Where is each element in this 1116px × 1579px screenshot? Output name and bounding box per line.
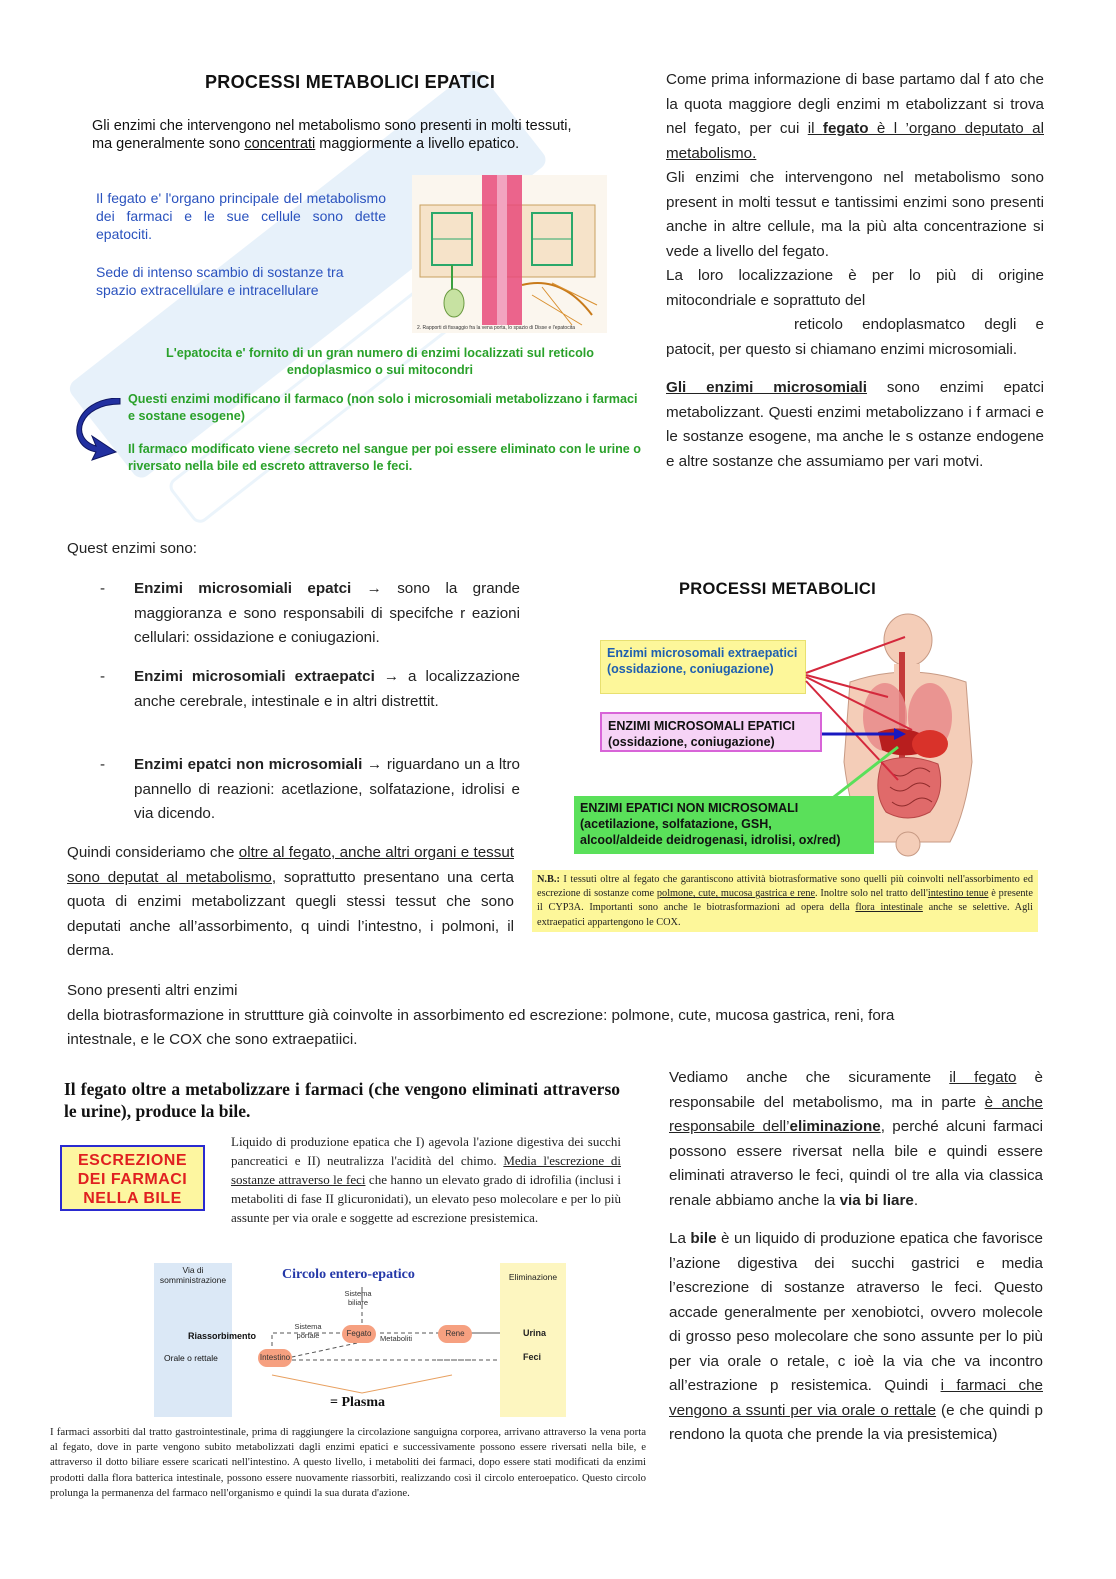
nb-note-box: N.B.: I tessuti oltre al fegato che garantiscono attività biotrasformative sono quelli più coinvolti nell'assorbimento ed escrezione di sostanze come polmone, cute, mucosa gastrica e rene. Inoltre solo nel tratto dell'intestino tenue è presente il CYP3A. Importanti sono anche le biotrasformazioni ad opera della flora intestinale anche se selettive. Agli extraepatici appartengono le COX.	[532, 870, 1038, 932]
plasma-label: = Plasma	[330, 1395, 386, 1410]
right-bottom-text	[669, 1066, 1043, 1448]
slide3-title: Il fegato oltre a metabolizzare i farmaci (che vengono eliminati attraverso le urine), produce la bile.	[64, 1079, 620, 1121]
sono-presenti-paragraph: Sono presenti altri enzimi della biotrasformazione in struttture già coinvolte in assorbimento ed escrezione: polmone, cute, mucosa gastrica, reni, fora intestnale, e le COX che sono extraepatiici.	[67, 982, 895, 1048]
liver-lobule-illustration	[412, 175, 607, 333]
sistema-biliare-label: Sistema biliare	[344, 1289, 372, 1307]
quindi-paragraph: Quindi consideriamo che oltre al fegato, anche altri organi e tessut sono deputat al metabolismo, soprattutto presentano una certa quota di enzimi metabolizzant quegli stessi tessut che sono deputati anche all’assorbimento, q uindi l’intestno, i polmoni, il derma.	[67, 844, 515, 959]
intestino-node: Intestino	[258, 1349, 292, 1367]
slide1-green-center: L'epatocita e' fornito di un gran numero di enzimi localizzati sul reticolo endoplasmico o sui mitocondri	[166, 346, 594, 377]
list-item: - Enzimi epatci non microsomiali → riguardano un a ltro pannello di reazioni: acetlazione, solfatazione, idrolisi e via dicendo.	[100, 756, 520, 822]
list-intro: Quest enzimi sono:	[67, 540, 197, 557]
curved-arrow-icon	[70, 398, 128, 462]
fegato-node: Fegato	[342, 1325, 376, 1343]
slide2-title: PROCESSI METABOLICI	[679, 580, 876, 598]
enterohepatic-explanation: I farmaci assorbiti dal tratto gastrointestinale, prima di raggiungere la circolazione sanguigna corporea, arrivano attraverso la vena porta al fegato, dove in parte vengono subito metabolizzati dagli enzimi epatici e successivamente possono essere riversati nella bile, e attraverso il dotto biliare essere scaricati nell'intestino. A questo livello, i metaboliti dei farmaci, dopo essere stati modificati da enzimi prodotti dalla flora batterica intestinale, possono essere nuovamente riassorbiti, realizzando così il circolo enteroepatico. Questo circolo prolunga la permanenza del farmaco nell'organismo e quindi la sua durata d'azione.	[50, 1426, 646, 1499]
list-item: - Enzimi microsomiali extraepatci → a localizzazione anche cerebrale, intestinale e in altri distrettit.	[100, 668, 520, 710]
list-item: - Enzimi microsomiali epatci → sono la grande maggioranza e sono responsabili di specifche r eazioni cellulari: ossidazione e coniugazioni.	[100, 580, 520, 646]
box-enzimi-epatici: ENZIMI MICROSOMALI EPATICI (ossidazione, coniugazione)	[600, 712, 822, 752]
sistema-portale-label: Sistema portale	[294, 1322, 322, 1340]
riassorbimento-label: Riassorbimento	[188, 1331, 257, 1341]
rene-node: Rene	[438, 1325, 472, 1343]
escrezione-badge: ESCREZIONE DEI FARMACI NELLA BILE	[60, 1145, 205, 1211]
right-top-paragraph-3: La loro localizzazione è per lo più di origine mitocondriale e soprattuto del reticolo endoplasmatco degli e patocit, per questo si chiamano enzimi microsomiali.	[666, 267, 1044, 358]
right-bottom-paragraph-1: Vediamo anche che sicuramente il fegato è responsabile del metabolismo, ma in parte è anche responsabile dell’eliminazione, perché alcuni farmaci possono essere riversat nella bile e quindi essere eliminati atraverso le feci, quindi ol tre alla via classica renale abbiamo anche la via bi liare.	[669, 1069, 1043, 1209]
right-bottom-paragraph-2: La bile è un liquido di produzione epatica che favorisce l’azione digestiva dei succhi gastrici e media l’escrezione di sostanze atraverso le feci. Questo accade generalmente per xenobiotci, ovvero molecole di grosso peso molecolare che sono assunte per lo più per via orale o retale, c ioè la via che va incontro all’estrazione p resistemica. Quindi i farmaci che vengono a ssunti per via orale o rettale (e che quindi p rendono la quota che prende la via presistemica)	[669, 1230, 1043, 1443]
right-top-text	[666, 68, 1044, 474]
bile-description: Liquido di produzione epatica che I) agevola l'azione digestiva dei succhi pancreatici e II) neutralizza l'acidità del chimo. Media l'escrezione di sostanze attraverso le feci che hanno un elevato grado di idrofilia (inclusi i metaboliti di fase II glicuronidati), un elevato peso molecolare e per lo più assunte per via orale e soggette ad escrezione presistemica.	[231, 1134, 621, 1225]
metaboliti-label: Metaboliti	[380, 1334, 413, 1343]
box-enzimi-extraepatici: Enzimi microsomali extraepatici (ossidazione, coniugazione)	[600, 640, 806, 694]
illustration-caption: 2. Rapporti di fissaggio fra la vena porta, lo spazio di Disse e l'epatocita	[417, 325, 575, 331]
via-label: Via di somministrazione	[159, 1265, 227, 1285]
box-enzimi-non-microsomali: ENZIMI EPATICI NON MICROSOMALI (acetilazione, solfatazione, GSH, alcool/aldeide deidrogenasi, idrolisi, ox/red)	[574, 796, 874, 854]
feci-label: Feci	[523, 1352, 542, 1362]
slide1-blue-text-1: Il fegato e' l'organo principale del metabolismo dei farmaci e le sue cellule sono dette epatociti.	[96, 190, 386, 242]
right-top-paragraph-4: Gli enzimi microsomiali sono enzimi epatci metabolizzant. Questi enzimi metabolizzano i f armaci e le sostanze esogene, ma anche le s ostanze endogene e altre sostanze che assumiamo per vari motvi.	[666, 379, 1044, 470]
orale-label: Orale o rettale	[164, 1353, 218, 1363]
diagram-title: Circolo entero-epatico	[282, 1267, 415, 1282]
eliminazione-column	[500, 1263, 566, 1417]
urina-label: Urina	[523, 1328, 547, 1338]
eliminazione-label: Eliminazione	[508, 1272, 558, 1282]
slide1-green-2: Il farmaco modificato viene secreto nel sangue per poi essere eliminato con le urine o riversato nella bile ed escreto attraverso le feci.	[128, 442, 642, 473]
slide1-title: PROCESSI METABOLICI EPATICI	[205, 72, 496, 92]
slide1-green-1: Questi enzimi modificano il farmaco (non solo i microsomiali metabolizzano i farmaci e sostane esogene)	[128, 392, 638, 423]
slide1-blue-text-2: Sede di intenso scambio di sostanze tra spazio extracellulare e intracellulare	[96, 264, 344, 298]
right-top-paragraph-1: Come prima informazione di base partamo dal f ato che la quota maggiore degli enzimi m etabolizzant si trova nel fegato, per cui il fegato è l ’organo deputato al metabolismo.	[666, 71, 1044, 162]
right-top-paragraph-2: Gli enzimi che intervengono nel metabolismo sono present in molti tessut e tantissimi enzimi sono presenti anche in altre cellule, ma la più alta concentrazione si vede a livello del fegato.	[666, 169, 1044, 260]
slide1-intro: Gli enzimi che intervengono nel metabolismo sono presenti in molti tessuti, ma generalmente sono concentrati maggiormente a livello epatico.	[92, 118, 572, 152]
